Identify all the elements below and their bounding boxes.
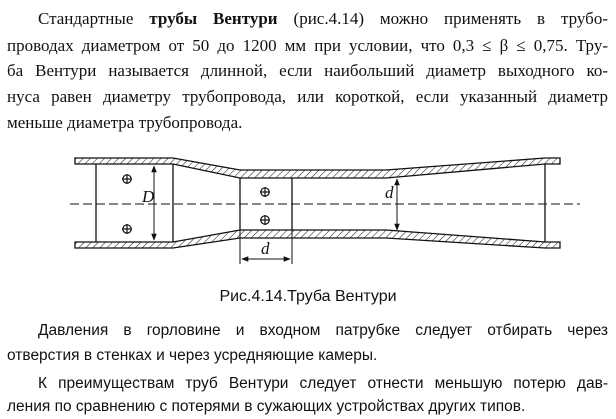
- paragraph1-text-end: (рис.4.14) можно применять в трубо-: [277, 9, 608, 28]
- paragraph1-line5: меньше диаметра трубопровода.: [7, 113, 243, 132]
- paragraph1-text-start: Стандартные: [38, 9, 150, 28]
- paragraph2-line2: отверстия в стенках и через усредняющие камеры.: [7, 347, 378, 364]
- paragraph1-line4: нуса равен диаметру трубопровода, или короткой, если указанный диаметр: [7, 87, 608, 106]
- figure-caption: Рис.4.14.Труба Вентури: [219, 288, 397, 305]
- throat-pressure-holes: [260, 187, 270, 225]
- paragraph3-line1: К преимуществам труб Вентури следует отнести меньшую потерю дав-: [38, 375, 608, 392]
- paragraph1-line1: [7, 8, 608, 29]
- label-d-horizontal: d: [261, 239, 270, 258]
- paragraph1-line3: ба Вентури называется длинной, если наибольший диаметр выходного ко-: [7, 61, 608, 80]
- paragraph2-line1: Давления в горловине и входном патрубке следует отбирать через: [38, 322, 608, 339]
- paragraph1-line2: проводах диаметром от 50 до 1200 мм при условии, что 0,3 ≤ β ≤ 0,75. Тру-: [7, 36, 608, 55]
- venturi-term-bold: трубы Вентури: [149, 9, 278, 28]
- top-wall: [75, 158, 560, 178]
- label-d-vertical: d: [385, 183, 394, 202]
- bottom-wall: [75, 230, 560, 248]
- venturi-tube-figure: [70, 150, 580, 270]
- paragraph3-line2: ления по сравнению с потерями в сужающих устройствах других типов.: [7, 398, 526, 415]
- label-D: D: [142, 187, 155, 206]
